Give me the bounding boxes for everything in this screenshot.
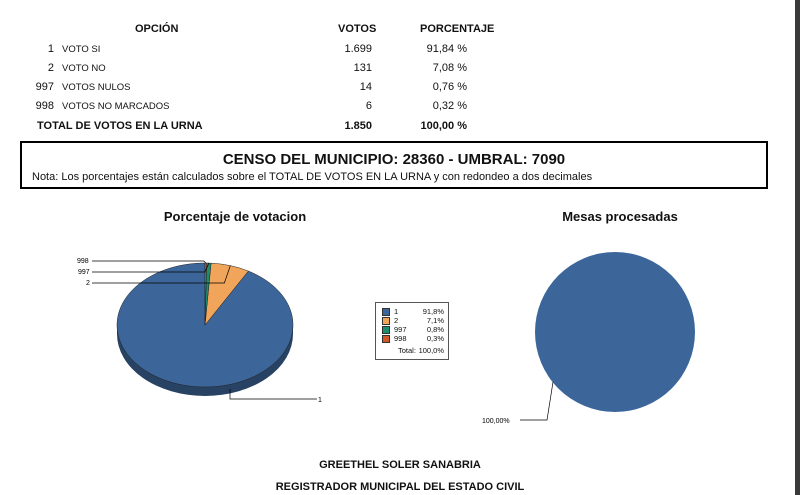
- page-edge-bar: [795, 0, 800, 495]
- tables-pie-chart: [482, 252, 695, 425]
- legend-swatch: [382, 326, 390, 334]
- row-percent: 0,76 %: [432, 81, 467, 93]
- callout-label: 100,00%: [482, 418, 510, 425]
- legend-item: [380, 334, 446, 343]
- total-label: TOTAL DE VOTOS EN LA URNA: [37, 120, 203, 132]
- signatory-role: REGISTRADOR MUNICIPAL DEL ESTADO CIVIL: [275, 481, 525, 493]
- vote-pie-chart: [77, 258, 322, 404]
- censo-note: Nota: Los porcentajes están calculados sobre el TOTAL DE VOTOS EN LA URNA y con redondeo a dos decimales: [32, 171, 593, 183]
- legend-item: [380, 307, 446, 316]
- legend-swatch: [382, 335, 390, 343]
- legend-total-value: 100,0%: [418, 346, 444, 355]
- row-votes: 131: [353, 62, 372, 74]
- legend-total-label: Total:: [398, 346, 416, 355]
- row-label: VOTO SI: [62, 44, 101, 55]
- row-code: 997: [35, 81, 54, 93]
- legend-key: 1: [394, 307, 399, 316]
- pie-full-slice: [535, 252, 695, 412]
- legend-value: 0,3%: [426, 334, 444, 343]
- row-label: VOTO NO: [62, 63, 106, 74]
- row-percent: 7,08 %: [432, 62, 467, 74]
- row-percent: 0,32 %: [432, 100, 467, 112]
- row-label: VOTOS NULOS: [62, 82, 131, 93]
- callout-label: 2: [86, 280, 90, 287]
- legend-value: 91,8%: [422, 307, 444, 316]
- legend-key: 998: [394, 334, 407, 343]
- legend-total: [380, 346, 446, 355]
- pie-legend: [375, 302, 449, 360]
- vote-chart-title: Porcentaje de votacion: [163, 209, 307, 224]
- tables-chart-title: Mesas procesadas: [562, 209, 678, 224]
- signatory-name: GREETHEL SOLER SANABRIA: [319, 459, 481, 471]
- row-percent: 91,84 %: [426, 43, 467, 55]
- legend-item: [380, 316, 446, 325]
- row-votes: 14: [359, 81, 372, 93]
- censo-title: CENSO DEL MUNICIPIO: 28360 - UMBRAL: 7090: [222, 151, 566, 168]
- header-votes: VOTOS: [338, 23, 377, 35]
- legend-item: [380, 325, 446, 334]
- row-code: 2: [47, 62, 54, 74]
- legend-key: 2: [394, 316, 399, 325]
- header-percent: PORCENTAJE: [420, 23, 495, 35]
- callout-line: [520, 382, 553, 420]
- legend-key: 997: [394, 325, 407, 334]
- total-votes: 1.850: [344, 120, 372, 132]
- legend-swatch: [382, 317, 390, 325]
- row-votes: 6: [365, 100, 372, 112]
- header-option: OPCIÓN: [135, 23, 179, 35]
- callout-line: [92, 261, 206, 263]
- legend-value: 0,8%: [426, 325, 444, 334]
- legend-value: 7,1%: [426, 316, 444, 325]
- callout-label: 997: [78, 269, 90, 276]
- legend-swatch: [382, 308, 390, 316]
- row-code: 1: [47, 43, 54, 55]
- total-percent: 100,00 %: [420, 120, 467, 132]
- row-votes: 1.699: [344, 43, 372, 55]
- callout-label: 1: [318, 397, 322, 404]
- row-label: VOTOS NO MARCADOS: [62, 101, 170, 112]
- row-code: 998: [35, 100, 54, 112]
- callout-line: [230, 389, 317, 399]
- callout-label: 998: [77, 258, 89, 265]
